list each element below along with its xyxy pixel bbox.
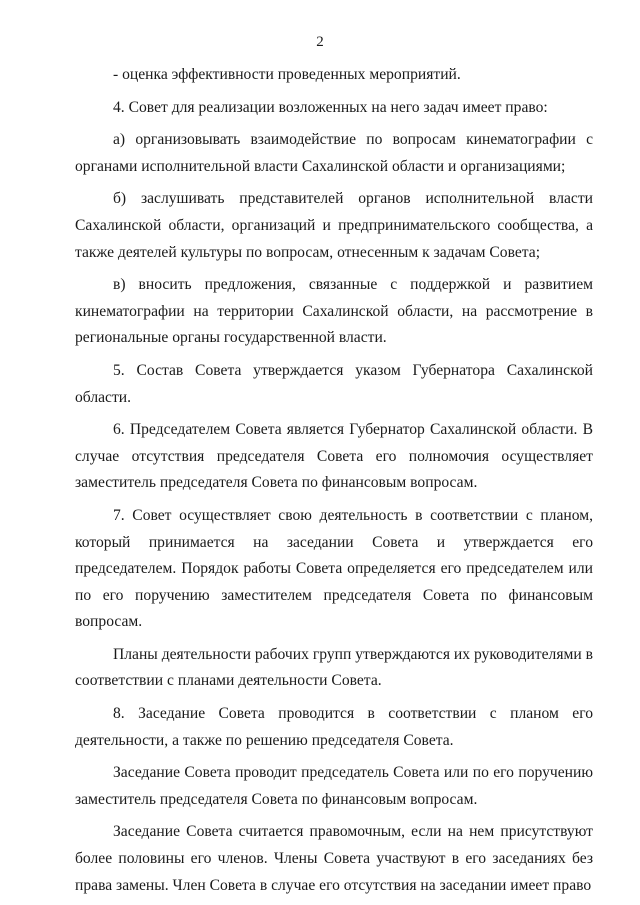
paragraph-4-rights: 4. Совет для реализации возложенных на него задач имеет право: <box>113 98 548 116</box>
paragraph-8-quorum: Заседание Совета считается правомочным, если на нем присутствуют более половины его членов. Члены Совета участвуют в его заседаниях без права замены. Член Совета в случае его отсутствия на заседании имеет право <box>75 823 593 894</box>
paragraph-8-chair: Заседание Совета проводит председатель Совета или по его поручению заместитель председателя Совета по финансовым вопросам. <box>75 764 593 808</box>
paragraph-evaluation: - оценка эффективности проведенных мероприятий. <box>113 66 461 83</box>
paragraph-7: 7. Совет осуществляет свою деятельность в соответствии с планом, который принимается на заседании Совета и утверждается его председателем. Порядок работы Совета определяется его председателем или по его поручению заместителем председателя Совета по финансовым вопросам. <box>75 506 593 631</box>
paragraph-5: 5. Состав Совета утверждается указом Губернатора Сахалинской области. <box>75 361 593 406</box>
paragraph-4c: в) вносить предложения, связанные с поддержкой и развитием кинематографии на территории Сахалинской области, на рассмотрение в региональные органы государственной власти. <box>75 276 593 347</box>
paragraph-4b: б) заслушивать представителей органов исполнительной власти Сахалинской области, организаций и предпринимательского сообщества, а также деятелей культуры по вопросам, отнесенным к задачам Совета; <box>75 190 593 261</box>
paragraph-7-working-groups: Планы деятельности рабочих групп утверждаются их руководителями в соответствии с планами деятельности Совета. <box>75 645 593 690</box>
document-body <box>75 62 593 899</box>
paragraph-4a: а) организовывать взаимодействие по вопросам кинематографии с органами исполнительной власти Сахалинской области и организациями; <box>75 131 593 175</box>
paragraph-6: 6. Председателем Совета является Губернатор Сахалинской области. В случае отсутствия председателя Совета его полномочия осуществляет заместитель председателя Совета по финансовым вопросам. <box>75 421 593 492</box>
page-number: 2 <box>316 34 324 50</box>
paragraph-8: 8. Заседание Совета проводится в соответствии с планом его деятельности, а также по решению председателя Совета. <box>75 705 593 749</box>
